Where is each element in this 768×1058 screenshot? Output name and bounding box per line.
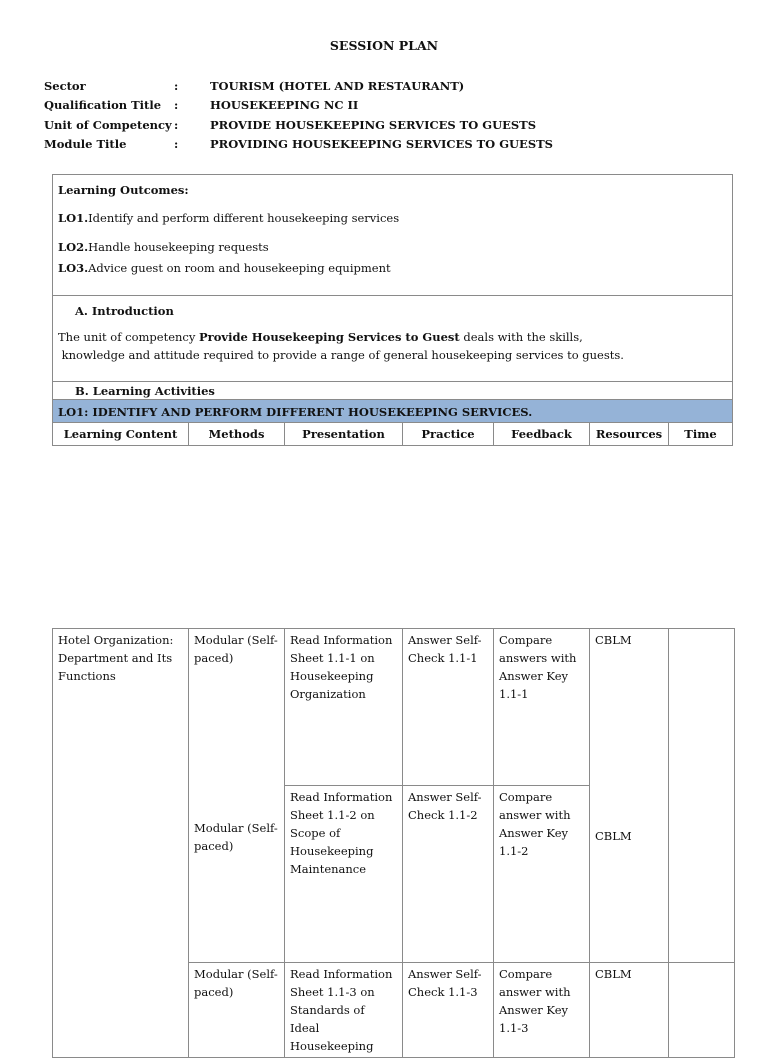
meta-value-module: PROVIDING HOUSEKEEPING SERVICES TO GUESTS: [210, 137, 553, 151]
meta-colon: :: [174, 98, 179, 112]
column-header-row: [52, 422, 733, 446]
feedback-text: Compare answers with Answer Key 1.1-1: [499, 633, 577, 701]
outcome-code: LO3.: [58, 261, 89, 275]
presentation-cell: [285, 963, 403, 1058]
practice-text: Answer Self-Check 1.1-1: [408, 633, 482, 665]
outcome-item: [58, 240, 269, 254]
column-header-resources: Resources: [590, 423, 669, 445]
introduction-box: [52, 295, 733, 382]
learning-content-cell: [53, 629, 189, 1058]
feedback-cell: [494, 629, 590, 786]
column-header-presentation: Presentation: [285, 423, 403, 445]
introduction-heading: A. Introduction: [75, 304, 174, 318]
outcome-code: LO1.: [58, 211, 89, 225]
introduction-line-2: knowledge and attitude required to provide a range of general housekeeping services to guests.: [58, 348, 624, 362]
resources-text: CBLM: [595, 967, 632, 981]
practice-cell: [403, 786, 494, 963]
column-header-time: Time: [684, 427, 717, 441]
meta-value-unit: PROVIDE HOUSEKEEPING SERVICES TO GUESTS: [210, 118, 537, 132]
learning-activities-heading: B. Learning Activities: [75, 384, 215, 398]
meta-value-qualification: HOUSEKEEPING NC II: [210, 98, 359, 112]
learning-outcomes-heading: Learning Outcomes:: [58, 183, 189, 197]
meta-label-qualification: Qualification Title: [44, 98, 162, 112]
presentation-text: Read Information Sheet 1.1-2 on Scope of Housekeeping Maintenance: [290, 790, 393, 876]
resources-text: CBLM: [595, 829, 632, 843]
meta-label-module: Module Title: [44, 137, 127, 151]
introduction-line-1: [58, 330, 583, 344]
time-cell: [669, 629, 735, 963]
meta-label-sector: Sector: [44, 79, 86, 93]
column-header-practice: Practice: [403, 423, 494, 445]
method-text: Modular (Self-paced): [194, 821, 278, 853]
feedback-text: Compare answer with Answer Key 1.1-3: [499, 967, 571, 1035]
meta-label-unit: Unit of Competency: [44, 118, 172, 132]
outcome-text: Handle housekeeping requests: [88, 240, 269, 254]
presentation-cell: [285, 786, 403, 963]
learning-activities-row: [52, 381, 733, 400]
outcome-text: Advice guest on room and housekeeping equipment: [88, 261, 391, 275]
method-text: Modular (Self-paced): [194, 967, 278, 999]
resources-cell: [590, 963, 669, 1058]
intro-text: deals with the skills,: [459, 330, 583, 344]
presentation-text: Read Information Sheet 1.1-3 on Standards of Ideal Housekeeping: [290, 967, 393, 1053]
methods-cell: [189, 963, 285, 1058]
column-header-methods: Methods: [189, 423, 285, 445]
lo1-banner-text: LO1: IDENTIFY AND PERFORM DIFFERENT HOUSEKEEPING SERVICES.: [58, 405, 533, 419]
practice-cell: [403, 963, 494, 1058]
intro-unit-name: Provide Housekeeping Services to Guest: [199, 330, 460, 344]
outcome-code: LO2.: [58, 240, 89, 254]
meta-colon: :: [174, 79, 179, 93]
practice-cell: [403, 629, 494, 786]
outcome-item: [58, 261, 391, 275]
feedback-cell: [494, 786, 590, 963]
lo1-banner: [52, 399, 733, 423]
learning-outcomes-box: [52, 174, 733, 296]
resources-cell: [590, 629, 669, 963]
time-cell: [669, 963, 735, 1058]
meta-colon: :: [174, 118, 179, 132]
intro-text: The unit of competency: [58, 330, 200, 344]
outcome-item: [58, 211, 399, 225]
feedback-text: Compare answer with Answer Key 1.1-2: [499, 790, 571, 858]
table-row: [53, 629, 735, 786]
feedback-cell: [494, 963, 590, 1058]
presentation-text: Read Information Sheet 1.1-1 on Housekeeping Organization: [290, 633, 393, 701]
practice-text: Answer Self-Check 1.1-2: [408, 790, 482, 822]
page-title: SESSION PLAN: [329, 38, 439, 53]
practice-text: Answer Self-Check 1.1-3: [408, 967, 482, 999]
methods-cell: [189, 629, 285, 963]
column-header-learning-content: Learning Content: [53, 423, 189, 445]
meta-value-sector: TOURISM (HOTEL AND RESTAURANT): [210, 79, 465, 93]
presentation-cell: [285, 629, 403, 786]
column-header-feedback: Feedback: [494, 423, 590, 445]
meta-colon: :: [174, 137, 179, 151]
outcome-text: Identify and perform different housekeeping services: [88, 211, 400, 225]
resources-text: CBLM: [595, 633, 632, 647]
activities-table: [52, 628, 735, 1058]
learning-content-text: Hotel Organization: Department and Its Functions: [58, 633, 174, 683]
method-text: Modular (Self-paced): [194, 633, 278, 665]
